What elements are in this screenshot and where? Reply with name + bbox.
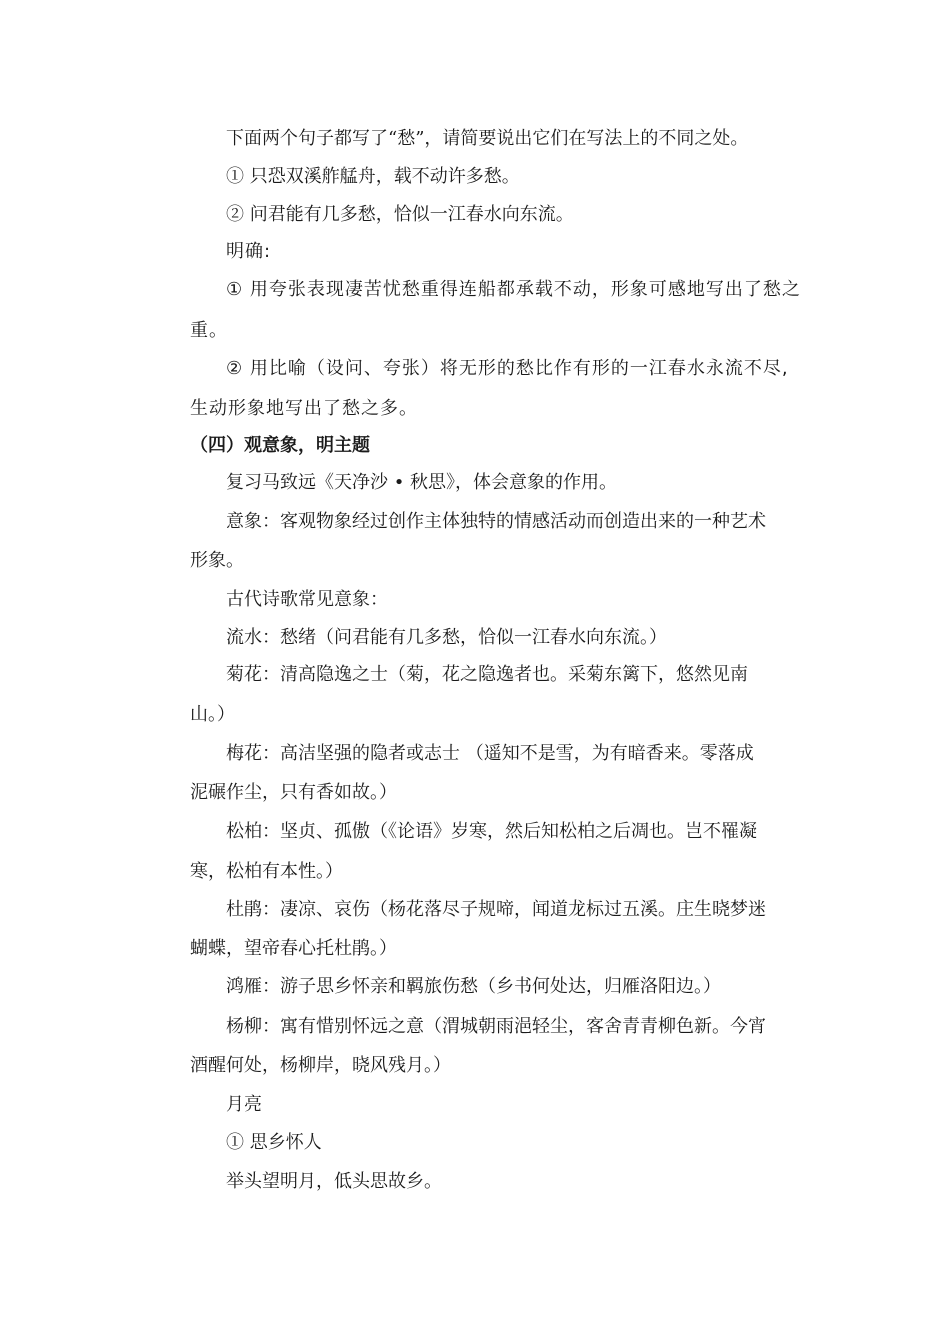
definition-line-1: 意象：客观物象经过创作主体独特的情感活动而创造出来的一种艺术 — [226, 511, 766, 532]
definition-line-2: 形象。 — [190, 550, 244, 571]
imagery-plum-line-2: 泥碾作尘，只有香如故。） — [190, 782, 397, 803]
review-text: 复习马致远《天净沙 • 秋思》，体会意象的作用。 — [226, 472, 618, 493]
imagery-moon-item-1: ① 思乡怀人 — [226, 1132, 322, 1153]
common-imagery-label: 古代诗歌常见意象： — [226, 589, 388, 610]
imagery-pine-line-2: 寒，松柏有本性。） — [190, 861, 343, 882]
imagery-chrysanthemum-line-1: 菊花：清高隐逸之士（菊，花之隐逸者也。采菊东篱下，悠然见南 — [226, 664, 748, 685]
imagery-willow-line-1: 杨柳：寓有惜别怀远之意（渭城朝雨浥轻尘，客舍青青柳色新。今宵 — [226, 1016, 766, 1037]
answer-2-line-1: ② 用比喻（设问、夸张）将无形的愁比作有形的一江春水永流不尽, — [226, 358, 789, 379]
answer-label: 明确: — [226, 241, 272, 262]
section-heading: （四）观意象，明主题 — [190, 435, 370, 456]
imagery-cuckoo-line-2: 蝴蝶，望帝春心托杜鹃。） — [190, 938, 397, 959]
imagery-willow-line-2: 酒醒何处，杨柳岸，晓风残月。） — [190, 1055, 451, 1076]
answer-1-line-1: ① 用夸张表现凄苦忧愁重得连船都承载不动，形象可感地写出了愁之 — [226, 279, 801, 300]
imagery-moon-label: 月亮 — [226, 1094, 262, 1115]
imagery-pine-line-1: 松柏：坚贞、孤傲（《论语》岁寒，然后知松柏之后凋也。岂不罹凝 — [226, 821, 757, 842]
imagery-wild-goose: 鸿雁：游子思乡怀亲和羁旅伤愁（乡书何处达，归雁洛阳边。） — [226, 976, 721, 997]
answer-2-line-2: 生动形象地写出了愁之多。 — [190, 398, 418, 419]
example-sentence-2: ② 问君能有几多愁，恰似一江春水向东流。 — [226, 204, 574, 225]
question-prompt: 下面两个句子都写了“愁”，请简要说出它们在写法上的不同之处。 — [226, 128, 749, 149]
imagery-chrysanthemum-line-2: 山。） — [190, 704, 235, 725]
imagery-flowing-water: 流水：愁绪（问君能有几多愁，恰似一江春水向东流。） — [226, 627, 667, 648]
example-sentence-1: ① 只恐双溪舴艋舟，载不动许多愁。 — [226, 166, 520, 187]
imagery-cuckoo-line-1: 杜鹃：凄凉、哀伤（杨花落尽子规啼，闻道龙标过五溪。庄生晓梦迷 — [226, 899, 766, 920]
imagery-moon-example: 举头望明月，低头思故乡。 — [226, 1171, 442, 1192]
answer-1-line-2: 重。 — [190, 320, 228, 341]
imagery-plum-line-1: 梅花：高洁坚强的隐者或志士 （遥知不是雪，为有暗香来。零落成 — [226, 743, 754, 764]
